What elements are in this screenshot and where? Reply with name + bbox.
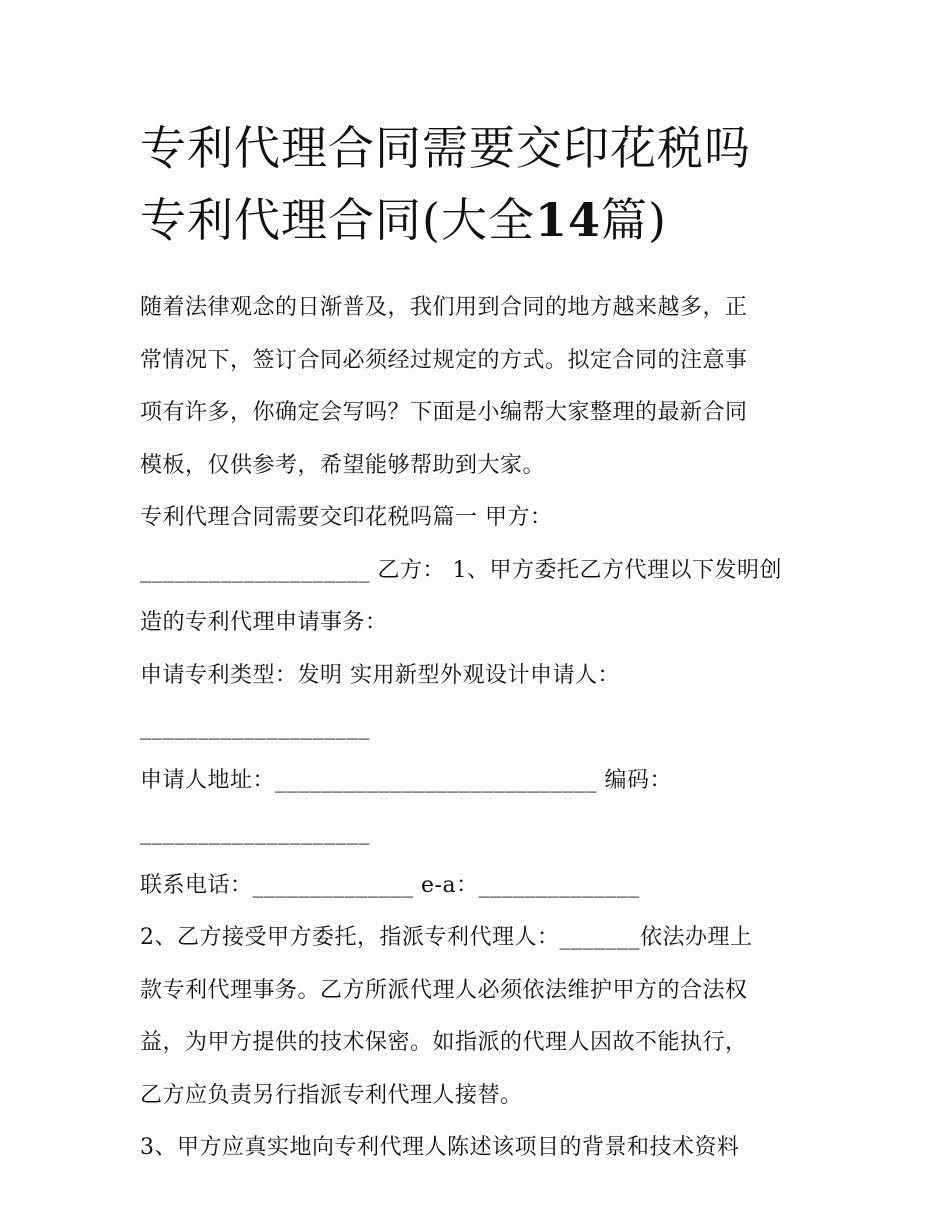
body-line: 款专利代理事务。乙方所派代理人必须依法维护甲方的合法权 [140,977,748,1003]
contract-body [140,492,816,1175]
body-line: 造的专利代理申请事务： [140,610,388,635]
title-line-2-number: 14 [534,193,601,247]
title-line-2 [140,184,816,256]
body-line: 2、乙方接受甲方委托，指派专利代理人：_______依法办理上 [140,925,753,950]
intro-paragraph [140,282,816,492]
body-line: ____________________ 乙方： 1、甲方委托乙方代理以下发明创 [140,557,782,583]
blank-field-line: ____________________ [140,715,370,740]
body-line: 益，为甲方提供的技术保密。如指派的代理人因故不能执行， [140,1030,748,1055]
blank-field-line: ____________________ [140,820,370,845]
intro-line: 随着法律观念的日渐普及，我们用到合同的地方越来越多，正 [140,295,748,320]
intro-line: 项有许多，你确定会写吗？下面是小编帮大家整理的最新合同 [140,400,748,425]
body-line: 联系电话：______________ e-a：______________ [140,872,640,898]
body-line: 申请专利类型：发明 实用新型外观设计申请人： [140,662,620,688]
intro-line: 常情况下，签订合同必须经过规定的方式。拟定合同的注意事 [140,347,748,373]
body-line: 乙方应负责另行指派专利代理人接替。 [140,1082,523,1108]
body-line: 申请人地址：____________________________ 编码： [140,767,672,793]
title-line-1: 专利代理合同需要交印花税吗 [140,121,751,175]
document-title [140,112,816,256]
section-heading: 专利代理合同需要交印花税吗篇一 甲方： [140,505,553,530]
intro-line: 模板，仅供参考，希望能够帮助到大家。 [140,452,546,478]
document-page [140,112,816,1175]
title-line-2-prefix: 专利代理合同(大全 [140,193,535,247]
title-line-2-suffix: 篇) [600,193,667,247]
body-line: 3、甲方应真实地向专利代理人陈述该项目的背景和技术资料 [140,1135,740,1160]
